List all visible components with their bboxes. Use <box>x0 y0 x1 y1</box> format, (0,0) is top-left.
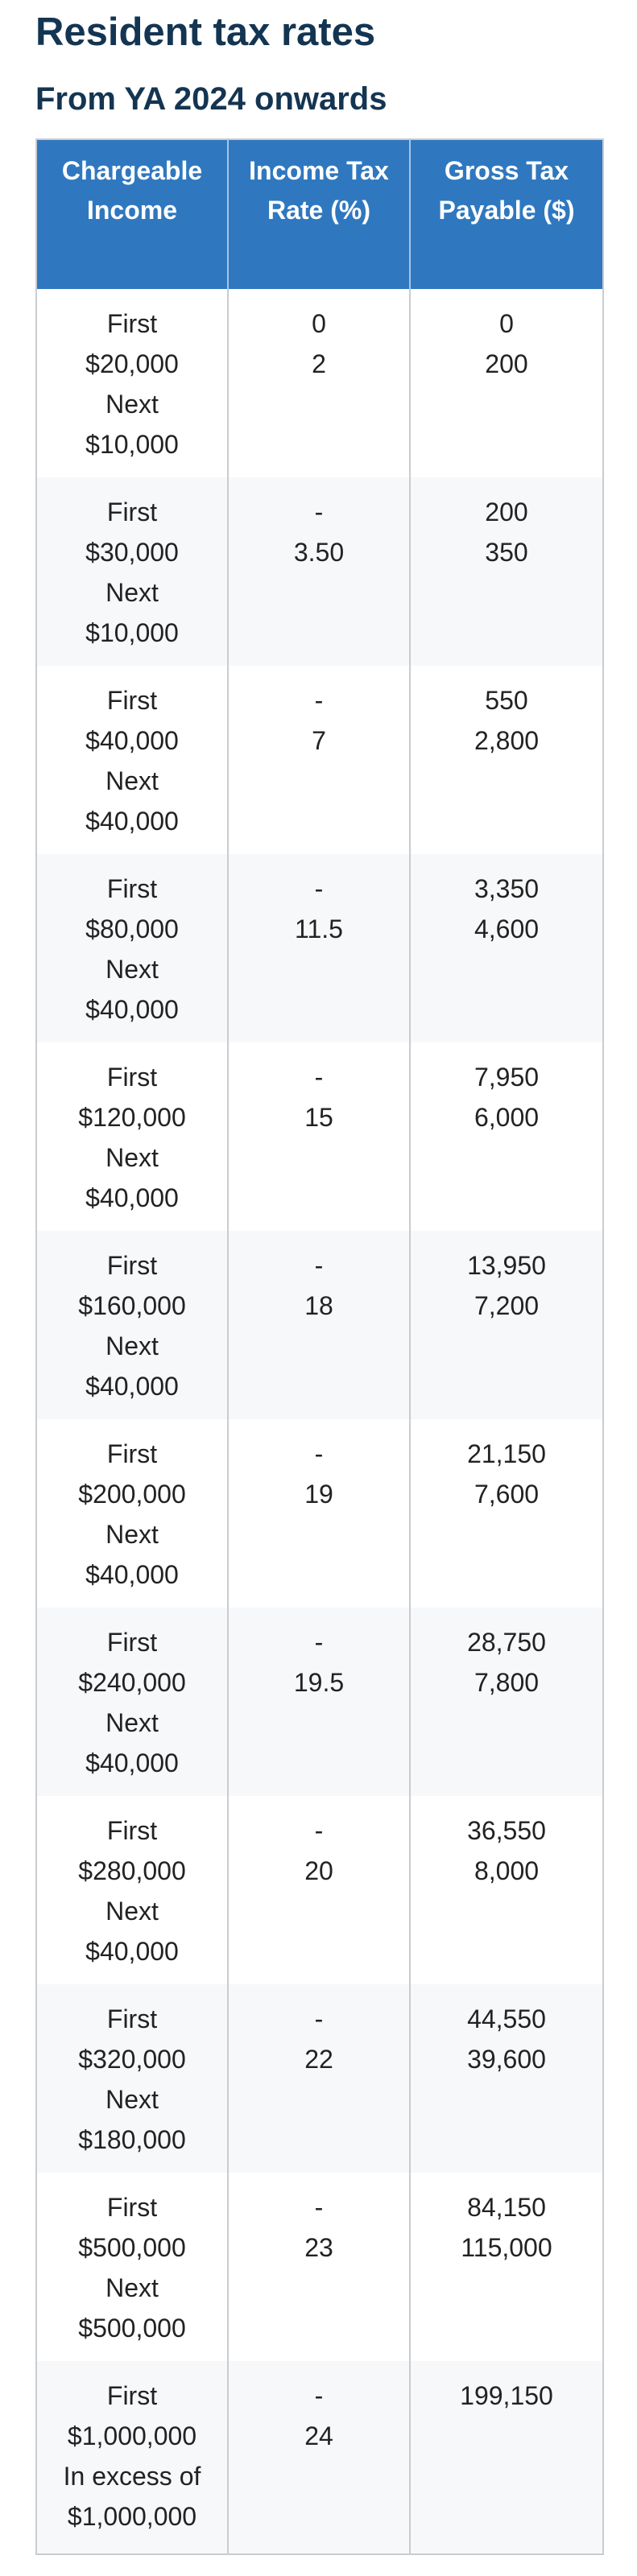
chargeable-income-line: Next <box>105 2273 159 2302</box>
chargeable-income-line: $120,000 <box>78 1103 186 1132</box>
chargeable-income-line: Next <box>105 955 159 984</box>
income-tax-rate-line: 15 <box>304 1103 333 1132</box>
chargeable-income-line: $30,000 <box>85 538 179 567</box>
chargeable-income-line: Next <box>105 2085 159 2114</box>
gross-tax-payable-line: 7,950 <box>474 1063 540 1092</box>
chargeable-income-cell <box>36 854 228 1042</box>
chargeable-income-line: $10,000 <box>85 618 179 647</box>
income-tax-rate-cell <box>228 289 410 477</box>
chargeable-income-line: Next <box>105 1143 159 1172</box>
gross-tax-payable-cell <box>410 1419 603 1608</box>
income-tax-rate-line: - <box>314 2004 324 2033</box>
chargeable-income-line: First <box>106 497 158 526</box>
income-tax-rate-line: - <box>314 497 324 526</box>
income-tax-rate-line: 19 <box>304 1480 333 1509</box>
gross-tax-payable-line: 7,800 <box>474 1668 540 1697</box>
table-body <box>36 289 603 2554</box>
chargeable-income-cell <box>36 666 228 854</box>
chargeable-income-line: First <box>106 2193 158 2222</box>
table-row <box>36 666 603 854</box>
table-row <box>36 1984 603 2173</box>
chargeable-income-cell <box>36 1231 228 1419</box>
chargeable-income-line: $40,000 <box>85 726 179 755</box>
income-tax-rate-line: - <box>314 1251 324 1280</box>
gross-tax-payable-cell <box>410 666 603 854</box>
income-tax-rate-cell <box>228 2361 410 2554</box>
chargeable-income-line: First <box>106 874 158 903</box>
income-tax-rate-cell <box>228 1042 410 1231</box>
chargeable-income-cell <box>36 289 228 477</box>
gross-tax-payable-line: 8,000 <box>474 1856 540 1885</box>
gross-tax-payable-cell <box>410 1608 603 1796</box>
gross-tax-payable-line: 199,150 <box>460 2381 553 2410</box>
chargeable-income-line: First <box>106 686 158 715</box>
gross-tax-payable-line: 550 <box>485 686 528 715</box>
income-tax-rate-cell <box>228 666 410 854</box>
chargeable-income-cell <box>36 1796 228 1984</box>
chargeable-income-line: $280,000 <box>78 1856 186 1885</box>
table-row <box>36 1608 603 1796</box>
gross-tax-payable-line: 28,750 <box>467 1628 546 1657</box>
income-tax-rate-line: 18 <box>304 1291 333 1320</box>
header-gross-tax-payable: Gross Tax Payable ($) <box>410 139 603 289</box>
gross-tax-payable-line: 200 <box>485 349 528 378</box>
chargeable-income-line: $40,000 <box>85 1560 179 1589</box>
income-tax-rate-line: 11.5 <box>295 914 343 943</box>
chargeable-income-line: $10,000 <box>85 430 179 459</box>
income-tax-rate-cell <box>228 1419 410 1608</box>
gross-tax-payable-line: 13,950 <box>467 1251 546 1280</box>
income-tax-rate-line: 20 <box>304 1856 333 1885</box>
income-tax-rate-line: 7 <box>312 726 326 755</box>
income-tax-rate-line: - <box>314 1439 324 1468</box>
tax-rates-table <box>35 138 604 2555</box>
chargeable-income-line: First <box>106 1628 158 1657</box>
income-tax-rate-cell <box>228 1984 410 2173</box>
income-tax-rate-cell <box>228 1608 410 1796</box>
income-tax-rate-line: 24 <box>304 2421 333 2450</box>
gross-tax-payable-line: 84,150 <box>467 2193 546 2222</box>
chargeable-income-line: Next <box>105 1520 159 1549</box>
chargeable-income-cell <box>36 1042 228 1231</box>
income-tax-rate-line: - <box>314 1816 324 1845</box>
income-tax-rate-cell <box>228 477 410 666</box>
gross-tax-payable-cell <box>410 477 603 666</box>
table-row <box>36 477 603 666</box>
header-income-tax-rate: Income Tax Rate (%) <box>228 139 410 289</box>
chargeable-income-line: First <box>106 1439 158 1468</box>
income-tax-rate-cell <box>228 1231 410 1419</box>
page-title: Resident tax rates <box>35 10 376 54</box>
income-tax-rate-line: 3.50 <box>293 538 345 567</box>
income-tax-rate-cell <box>228 2173 410 2361</box>
chargeable-income-line: $160,000 <box>78 1291 186 1320</box>
chargeable-income-line: First <box>106 1063 158 1092</box>
income-tax-rate-line: - <box>314 1063 324 1092</box>
income-tax-rate-line: - <box>314 2193 324 2222</box>
chargeable-income-line: First <box>106 1816 158 1845</box>
chargeable-income-line: In excess of <box>63 2462 201 2491</box>
income-tax-rate-line: - <box>314 2381 324 2410</box>
chargeable-income-line: $240,000 <box>78 1668 186 1697</box>
gross-tax-payable-cell <box>410 1796 603 1984</box>
gross-tax-payable-line: 0 <box>499 309 514 338</box>
income-tax-rate-line: - <box>314 874 324 903</box>
gross-tax-payable-line: 200 <box>485 497 528 526</box>
gross-tax-payable-cell <box>410 1231 603 1419</box>
gross-tax-payable-cell <box>410 2361 603 2554</box>
chargeable-income-line: $500,000 <box>78 2233 186 2262</box>
chargeable-income-line: Next <box>105 578 159 607</box>
chargeable-income-line: Next <box>105 1708 159 1737</box>
income-tax-rate-cell <box>228 854 410 1042</box>
chargeable-income-line: Next <box>105 1331 159 1360</box>
chargeable-income-cell <box>36 1419 228 1608</box>
gross-tax-payable-cell <box>410 289 603 477</box>
table-header <box>36 139 603 289</box>
income-tax-rate-cell <box>228 1796 410 1984</box>
chargeable-income-line: $40,000 <box>85 807 179 836</box>
chargeable-income-line: First <box>106 2381 158 2410</box>
table-row <box>36 2173 603 2361</box>
gross-tax-payable-cell <box>410 854 603 1042</box>
page-subtitle: From YA 2024 onwards <box>35 81 387 117</box>
table-row <box>36 1796 603 1984</box>
chargeable-income-line: $1,000,000 <box>67 2421 197 2450</box>
chargeable-income-line: $200,000 <box>78 1480 186 1509</box>
chargeable-income-cell <box>36 1984 228 2173</box>
table-row <box>36 289 603 477</box>
income-tax-rate-line: 0 <box>312 309 326 338</box>
gross-tax-payable-line: 7,600 <box>474 1480 540 1509</box>
gross-tax-payable-cell <box>410 1042 603 1231</box>
chargeable-income-line: $500,000 <box>78 2314 186 2343</box>
income-tax-rate-line: 23 <box>304 2233 333 2262</box>
chargeable-income-line: $1,000,000 <box>67 2502 197 2531</box>
gross-tax-payable-line: 2,800 <box>474 726 540 755</box>
table-row <box>36 854 603 1042</box>
chargeable-income-cell <box>36 2361 228 2554</box>
chargeable-income-line: $40,000 <box>85 1748 179 1777</box>
gross-tax-payable-cell <box>410 2173 603 2361</box>
header-row <box>36 139 603 289</box>
chargeable-income-line: First <box>106 2004 158 2033</box>
gross-tax-payable-line: 39,600 <box>467 2045 546 2074</box>
header-chargeable-income: Chargeable Income <box>36 139 228 289</box>
income-tax-rate-line: 22 <box>304 2045 333 2074</box>
chargeable-income-line: Next <box>105 1897 159 1926</box>
chargeable-income-line: $40,000 <box>85 1183 179 1212</box>
gross-tax-payable-line: 3,350 <box>474 874 540 903</box>
gross-tax-payable-line: 36,550 <box>467 1816 546 1845</box>
income-tax-rate-line: - <box>314 686 324 715</box>
gross-tax-payable-line: 7,200 <box>474 1291 540 1320</box>
table-row <box>36 1419 603 1608</box>
table-row <box>36 1042 603 1231</box>
gross-tax-payable-line: 115,000 <box>461 2233 552 2262</box>
income-tax-rate-line: 19.5 <box>293 1668 345 1697</box>
chargeable-income-line: $40,000 <box>85 1937 179 1966</box>
chargeable-income-line: $180,000 <box>78 2125 186 2154</box>
table-row <box>36 2361 603 2554</box>
chargeable-income-line: $20,000 <box>85 349 179 378</box>
gross-tax-payable-line: 44,550 <box>467 2004 546 2033</box>
chargeable-income-line: $80,000 <box>85 914 179 943</box>
gross-tax-payable-line: 6,000 <box>474 1103 540 1132</box>
income-tax-rate-line: - <box>314 1628 324 1657</box>
chargeable-income-line: First <box>106 309 158 338</box>
chargeable-income-line: First <box>106 1251 158 1280</box>
gross-tax-payable-line: 350 <box>485 538 528 567</box>
chargeable-income-line: Next <box>105 390 159 419</box>
chargeable-income-cell <box>36 2173 228 2361</box>
gross-tax-payable-line: 4,600 <box>474 914 540 943</box>
chargeable-income-line: $40,000 <box>85 995 179 1024</box>
chargeable-income-line: Next <box>105 766 159 795</box>
gross-tax-payable-line: 21,150 <box>467 1439 546 1468</box>
income-tax-rate-line: 2 <box>312 349 326 378</box>
chargeable-income-cell <box>36 1608 228 1796</box>
chargeable-income-line: $40,000 <box>85 1372 179 1401</box>
chargeable-income-cell <box>36 477 228 666</box>
chargeable-income-line: $320,000 <box>78 2045 186 2074</box>
table-row <box>36 1231 603 1419</box>
gross-tax-payable-cell <box>410 1984 603 2173</box>
